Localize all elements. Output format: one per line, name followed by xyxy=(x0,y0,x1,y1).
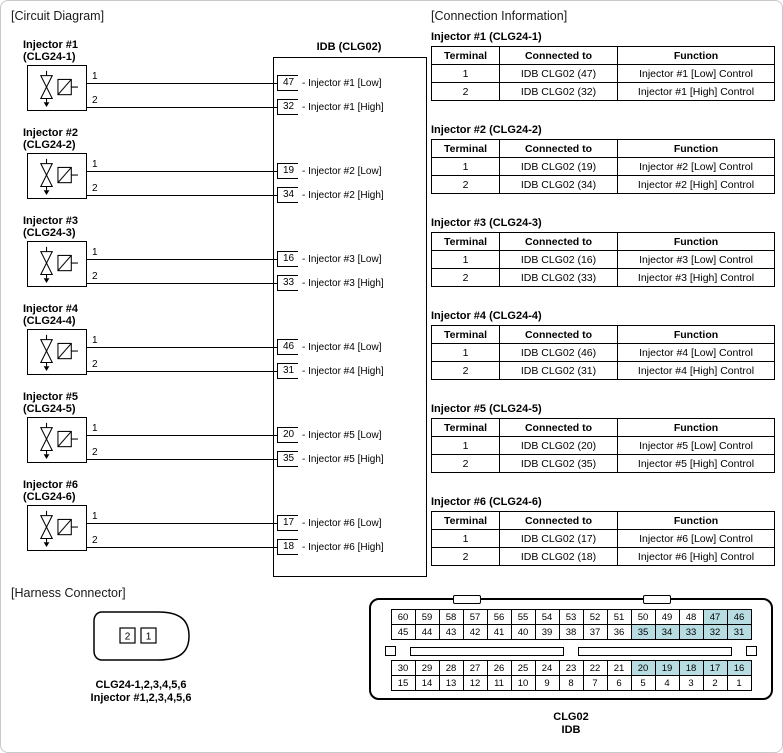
table-header-cell: Function xyxy=(618,140,775,158)
table-header-cell: Terminal xyxy=(432,512,500,530)
connection-table-title: Injector #2 (CLG24-2) xyxy=(431,124,542,136)
connector-tab xyxy=(385,646,396,656)
wire-low xyxy=(87,83,277,84)
table-row xyxy=(432,269,775,287)
table-cell: Injector #4 [Low] Control xyxy=(618,344,775,362)
table-cell: 2 xyxy=(432,83,500,101)
pin-grid-row xyxy=(391,625,751,640)
table-cell: Injector #5 [Low] Control xyxy=(618,437,775,455)
connection-table-group xyxy=(431,310,774,380)
pin-48: 48 xyxy=(679,610,703,625)
idb-pin-label: - Injector #5 [High] xyxy=(302,453,384,465)
pin-38: 38 xyxy=(559,625,583,640)
injector-name: Injector #3 xyxy=(23,215,79,227)
pin-37: 37 xyxy=(583,625,607,640)
idb-pin-number: 32 xyxy=(277,99,298,115)
table-row xyxy=(432,455,775,473)
connection-table-title: Injector #5 (CLG24-5) xyxy=(431,403,542,415)
idb-pin-row xyxy=(277,162,381,180)
wire-high xyxy=(87,195,277,196)
pin-5: 5 xyxy=(631,676,655,691)
harness-caption-line1: CLG24-1,2,3,4,5,6 xyxy=(95,679,187,691)
table-header-cell: Terminal xyxy=(432,326,500,344)
pin-50: 50 xyxy=(631,610,655,625)
connection-table-title: Injector #4 (CLG24-4) xyxy=(431,310,542,322)
circuit-diagram-section xyxy=(11,31,423,591)
table-header-row xyxy=(432,233,775,251)
pin-12: 12 xyxy=(463,676,487,691)
table-cell: 2 xyxy=(432,455,500,473)
injector-connector-code: (CLG24-1) xyxy=(23,51,76,63)
table-cell: IDB CLG02 (19) xyxy=(500,158,618,176)
terminal-number: 1 xyxy=(92,423,98,434)
table-cell: IDB CLG02 (31) xyxy=(500,362,618,380)
table-cell: 2 xyxy=(432,362,500,380)
connector-slots xyxy=(385,646,757,656)
table-header-cell: Connected to xyxy=(500,512,618,530)
table-cell: Injector #1 [Low] Control xyxy=(618,65,775,83)
table-cell: Injector #3 [High] Control xyxy=(618,269,775,287)
connection-table xyxy=(431,418,775,473)
pin-56: 56 xyxy=(487,610,511,625)
connection-table-title: Injector #6 (CLG24-6) xyxy=(431,496,542,508)
idb-pin-label: - Injector #4 [Low] xyxy=(302,341,382,353)
pin-2: 2 xyxy=(703,676,727,691)
wire-high xyxy=(87,283,277,284)
pin-31: 31 xyxy=(727,625,751,640)
harness-connector-caption xyxy=(56,679,226,705)
table-header-cell: Connected to xyxy=(500,140,618,158)
table-header-cell: Function xyxy=(618,47,775,65)
table-header-cell: Connected to xyxy=(500,47,618,65)
table-cell: IDB CLG02 (35) xyxy=(500,455,618,473)
table-header-row xyxy=(432,326,775,344)
pin-36: 36 xyxy=(607,625,631,640)
table-cell: IDB CLG02 (16) xyxy=(500,251,618,269)
idb-pin-number: 16 xyxy=(277,251,298,267)
pin-17: 17 xyxy=(703,661,727,676)
terminal-number: 2 xyxy=(92,359,98,370)
idb-pin-number: 47 xyxy=(277,75,298,91)
table-cell: Injector #2 [High] Control xyxy=(618,176,775,194)
terminal-number: 2 xyxy=(92,271,98,282)
terminal-number: 2 xyxy=(92,95,98,106)
table-cell: 1 xyxy=(432,251,500,269)
connection-table xyxy=(431,232,775,287)
pin-52: 52 xyxy=(583,610,607,625)
injector-symbol-icon xyxy=(30,508,84,548)
pin-grid-top xyxy=(391,609,752,640)
table-cell: Injector #1 [High] Control xyxy=(618,83,775,101)
idb-pin-number: 31 xyxy=(277,363,298,379)
wire-high xyxy=(87,459,277,460)
pin-32: 32 xyxy=(703,625,727,640)
injector-symbol-box xyxy=(27,329,87,375)
terminal-1-number: 1 xyxy=(145,631,152,643)
table-row xyxy=(432,344,775,362)
table-header-cell: Function xyxy=(618,512,775,530)
pin-24: 24 xyxy=(535,661,559,676)
connection-table-group xyxy=(431,217,774,287)
injector-connector-code: (CLG24-6) xyxy=(23,491,76,503)
pin-53: 53 xyxy=(559,610,583,625)
pin-39: 39 xyxy=(535,625,559,640)
idb-pin-number: 35 xyxy=(277,451,298,467)
table-header-cell: Connected to xyxy=(500,419,618,437)
pin-44: 44 xyxy=(415,625,439,640)
terminal-number: 1 xyxy=(92,247,98,258)
wire-high xyxy=(87,547,277,548)
pin-grid-row xyxy=(391,676,751,691)
table-cell: 1 xyxy=(432,437,500,455)
table-row xyxy=(432,176,775,194)
pin-28: 28 xyxy=(439,661,463,676)
table-row xyxy=(432,65,775,83)
injector-symbol-box xyxy=(27,241,87,287)
injector-name: Injector #6 xyxy=(23,479,79,491)
table-header-cell: Function xyxy=(618,326,775,344)
pin-41: 41 xyxy=(487,625,511,640)
table-header-cell: Function xyxy=(618,233,775,251)
table-cell: Injector #2 [Low] Control xyxy=(618,158,775,176)
injector-symbol-icon xyxy=(30,332,84,372)
pin-33: 33 xyxy=(679,625,703,640)
connector-tab xyxy=(746,646,757,656)
pin-grid-row xyxy=(391,610,751,625)
table-cell: Injector #6 [High] Control xyxy=(618,548,775,566)
table-cell: IDB CLG02 (17) xyxy=(500,530,618,548)
pin-57: 57 xyxy=(463,610,487,625)
connection-table-group xyxy=(431,403,774,473)
idb-pin-number: 34 xyxy=(277,187,298,203)
connection-table-title: Injector #3 (CLG24-3) xyxy=(431,217,542,229)
pin-grid-bottom xyxy=(391,660,752,691)
table-header-row xyxy=(432,140,775,158)
idb-pin-row xyxy=(277,274,384,292)
pin-47: 47 xyxy=(703,610,727,625)
table-cell: Injector #3 [Low] Control xyxy=(618,251,775,269)
idb-pin-row xyxy=(277,98,384,116)
pin-45: 45 xyxy=(391,625,415,640)
connection-information-title: [Connection Information] xyxy=(431,9,568,23)
terminal-number: 1 xyxy=(92,335,98,346)
wire-low xyxy=(87,259,277,260)
connection-table xyxy=(431,139,775,194)
idb-pin-row xyxy=(277,186,384,204)
connector-label-line1: CLG02 xyxy=(553,711,589,723)
injector-symbol-icon xyxy=(30,244,84,284)
idb-pin-label: - Injector #6 [Low] xyxy=(302,517,382,529)
idb-pin-label: - Injector #2 [Low] xyxy=(302,165,382,177)
injector-connector-code: (CLG24-2) xyxy=(23,139,76,151)
table-cell: 1 xyxy=(432,65,500,83)
pin-9: 9 xyxy=(535,676,559,691)
wire-low xyxy=(87,523,277,524)
pin-46: 46 xyxy=(727,610,751,625)
pin-23: 23 xyxy=(559,661,583,676)
idb-pin-row xyxy=(277,338,381,356)
pin-18: 18 xyxy=(679,661,703,676)
idb-pin-label: - Injector #1 [Low] xyxy=(302,77,382,89)
table-cell: Injector #6 [Low] Control xyxy=(618,530,775,548)
pin-10: 10 xyxy=(511,676,535,691)
table-row xyxy=(432,548,775,566)
pin-13: 13 xyxy=(439,676,463,691)
idb-pin-number: 20 xyxy=(277,427,298,443)
idb-pin-label: - Injector #6 [High] xyxy=(302,541,384,553)
pin-30: 30 xyxy=(391,661,415,676)
injector-symbol-box xyxy=(27,505,87,551)
idb-pin-number: 18 xyxy=(277,539,298,555)
pin-55: 55 xyxy=(511,610,535,625)
pin-14: 14 xyxy=(415,676,439,691)
idb-pin-row xyxy=(277,450,384,468)
table-cell: 1 xyxy=(432,158,500,176)
idb-pin-label: - Injector #1 [High] xyxy=(302,101,384,113)
pin-54: 54 xyxy=(535,610,559,625)
pin-4: 4 xyxy=(655,676,679,691)
pin-7: 7 xyxy=(583,676,607,691)
pin-35: 35 xyxy=(631,625,655,640)
wire-low xyxy=(87,435,277,436)
connection-table xyxy=(431,511,775,566)
injector-symbol-box xyxy=(27,153,87,199)
terminal-number: 1 xyxy=(92,71,98,82)
pin-58: 58 xyxy=(439,610,463,625)
harness-connector-title: [Harness Connector] xyxy=(11,586,126,600)
circuit-diagram-title: [Circuit Diagram] xyxy=(11,9,105,23)
connector-slot xyxy=(410,647,564,656)
idb-box-label: IDB (CLG02) xyxy=(316,41,382,53)
table-cell: IDB CLG02 (46) xyxy=(500,344,618,362)
idb-pin-number: 33 xyxy=(277,275,298,291)
pin-21: 21 xyxy=(607,661,631,676)
table-header-cell: Connected to xyxy=(500,326,618,344)
pin-60: 60 xyxy=(391,610,415,625)
connection-table-title: Injector #1 (CLG24-1) xyxy=(431,31,542,43)
table-header-cell: Terminal xyxy=(432,419,500,437)
pin-16: 16 xyxy=(727,661,751,676)
table-cell: 2 xyxy=(432,548,500,566)
pin-grid-row xyxy=(391,661,751,676)
idb-module-box xyxy=(273,57,427,577)
connection-table-group xyxy=(431,124,774,194)
injector-connector-code: (CLG24-4) xyxy=(23,315,76,327)
terminal-number: 1 xyxy=(92,511,98,522)
table-header-row xyxy=(432,512,775,530)
table-cell: IDB CLG02 (32) xyxy=(500,83,618,101)
table-cell: 2 xyxy=(432,176,500,194)
connector-label-line2: IDB xyxy=(561,724,581,736)
pin-3: 3 xyxy=(679,676,703,691)
wire-low xyxy=(87,171,277,172)
table-header-cell: Terminal xyxy=(432,140,500,158)
wire-low xyxy=(87,347,277,348)
idb-pin-row xyxy=(277,514,381,532)
pin-20: 20 xyxy=(631,661,655,676)
terminal-number: 2 xyxy=(92,183,98,194)
harness-connector-drawing xyxy=(85,605,199,667)
pin-42: 42 xyxy=(463,625,487,640)
injector-symbol-icon xyxy=(30,156,84,196)
idb-pin-label: - Injector #3 [High] xyxy=(302,277,384,289)
pin-8: 8 xyxy=(559,676,583,691)
idb-pin-row xyxy=(277,74,381,92)
table-cell: 2 xyxy=(432,269,500,287)
pin-15: 15 xyxy=(391,676,415,691)
connection-information-section xyxy=(431,31,774,576)
table-header-row xyxy=(432,47,775,65)
pin-40: 40 xyxy=(511,625,535,640)
table-cell: Injector #5 [High] Control xyxy=(618,455,775,473)
table-header-cell: Terminal xyxy=(432,47,500,65)
idb-pin-number: 19 xyxy=(277,163,298,179)
wire-high xyxy=(87,371,277,372)
idb-connector-pinout xyxy=(369,598,773,700)
connector-notch xyxy=(643,595,671,604)
table-cell: Injector #4 [High] Control xyxy=(618,362,775,380)
idb-pin-label: - Injector #5 [Low] xyxy=(302,429,382,441)
terminal-number: 2 xyxy=(92,447,98,458)
table-row xyxy=(432,251,775,269)
table-cell: IDB CLG02 (47) xyxy=(500,65,618,83)
table-cell: IDB CLG02 (33) xyxy=(500,269,618,287)
table-row xyxy=(432,530,775,548)
idb-pin-label: - Injector #2 [High] xyxy=(302,189,384,201)
pin-11: 11 xyxy=(487,676,511,691)
injector-symbol-box xyxy=(27,417,87,463)
connection-table-group xyxy=(431,31,774,101)
table-cell: IDB CLG02 (34) xyxy=(500,176,618,194)
idb-pin-number: 46 xyxy=(277,339,298,355)
idb-pin-row xyxy=(277,426,381,444)
pin-49: 49 xyxy=(655,610,679,625)
table-header-cell: Function xyxy=(618,419,775,437)
table-cell: IDB CLG02 (18) xyxy=(500,548,618,566)
idb-pin-row xyxy=(277,362,384,380)
pin-34: 34 xyxy=(655,625,679,640)
connection-table xyxy=(431,325,775,380)
injector-name: Injector #5 xyxy=(23,391,79,403)
connection-table xyxy=(431,46,775,101)
pin-27: 27 xyxy=(463,661,487,676)
injector-name: Injector #2 xyxy=(23,127,79,139)
pin-43: 43 xyxy=(439,625,463,640)
injector-connector-code: (CLG24-5) xyxy=(23,403,76,415)
injector-connector-code: (CLG24-3) xyxy=(23,227,76,239)
pin-6: 6 xyxy=(607,676,631,691)
wire-high xyxy=(87,107,277,108)
idb-pin-label: - Injector #4 [High] xyxy=(302,365,384,377)
connection-table-group xyxy=(431,496,774,566)
pin-29: 29 xyxy=(415,661,439,676)
idb-pin-number: 17 xyxy=(277,515,298,531)
table-header-row xyxy=(432,419,775,437)
table-cell: 1 xyxy=(432,530,500,548)
table-row xyxy=(432,362,775,380)
pin-1: 1 xyxy=(727,676,751,691)
terminal-2-number: 2 xyxy=(124,631,131,643)
pin-19: 19 xyxy=(655,661,679,676)
table-row xyxy=(432,83,775,101)
connector-slot xyxy=(578,647,732,656)
injector-name: Injector #1 xyxy=(23,39,79,51)
pin-22: 22 xyxy=(583,661,607,676)
idb-connector-label xyxy=(369,711,773,737)
terminal-number: 1 xyxy=(92,159,98,170)
table-row xyxy=(432,158,775,176)
injector-name: Injector #4 xyxy=(23,303,79,315)
table-header-cell: Terminal xyxy=(432,233,500,251)
injector-symbol-icon xyxy=(30,68,84,108)
table-header-cell: Connected to xyxy=(500,233,618,251)
terminal-number: 2 xyxy=(92,535,98,546)
table-cell: 1 xyxy=(432,344,500,362)
pin-51: 51 xyxy=(607,610,631,625)
table-cell: IDB CLG02 (20) xyxy=(500,437,618,455)
injector-symbol-box xyxy=(27,65,87,111)
pin-59: 59 xyxy=(415,610,439,625)
idb-pin-row xyxy=(277,250,381,268)
pin-25: 25 xyxy=(511,661,535,676)
pin-26: 26 xyxy=(487,661,511,676)
injector-symbol-icon xyxy=(30,420,84,460)
idb-pin-label: - Injector #3 [Low] xyxy=(302,253,382,265)
harness-caption-line2: Injector #1,2,3,4,5,6 xyxy=(90,692,192,704)
table-row xyxy=(432,437,775,455)
idb-pin-row xyxy=(277,538,384,556)
connector-notch xyxy=(453,595,481,604)
